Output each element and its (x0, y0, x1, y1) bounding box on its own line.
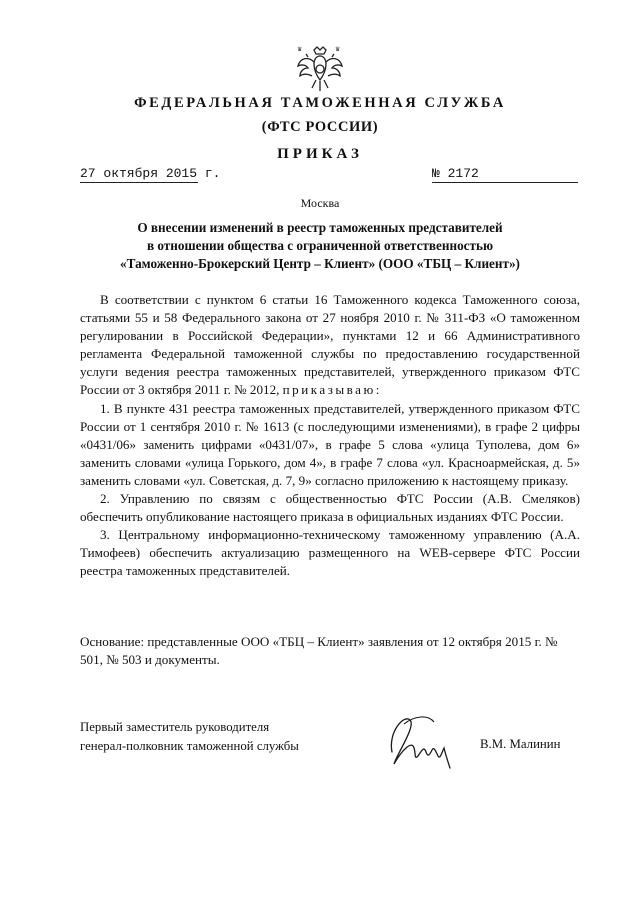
signer-name: В.М. Малинин (480, 737, 561, 751)
signature-icon (384, 712, 456, 772)
title-line: в отношении общества с ограниченной ответственностью (146, 238, 494, 253)
preamble-text: В соответствии с пунктом 6 статьи 16 Таможенного кодекса Таможенного союза, статьями 55 и 58 Федерального закона от 27 ноября 2010 г. № 311-ФЗ «О таможенном регулировании в Российской Федерации», пунктами 12 и 66 Административного регламента Федеральной таможенной службы по предоставлению государственной услуги ведения реестра таможенных представителей, утвержденного приказом ФТС России от 3 октября 2011 г. № 2012, (80, 292, 580, 398)
document-type: ПРИКАЗ (277, 146, 363, 162)
order-body (80, 291, 580, 581)
order-date: 27 октября 2015 г. (80, 166, 221, 181)
agency-name: ФЕДЕРАЛЬНАЯ ТАМОЖЕННАЯ СЛУЖБА (134, 95, 506, 111)
agency-short-name: (ФТС РОССИИ) (261, 119, 379, 135)
order-title (80, 219, 560, 273)
title-line: О внесении изменений в реестр таможенных представителей (137, 220, 503, 235)
title-line: «Таможенно-Брокерский Центр – Клиент» (ООО «ТБЦ – Клиент») (120, 256, 520, 271)
signer-position (80, 718, 299, 756)
order-number: № 2172 (432, 166, 578, 183)
order-item-3: 3. Центральному информационно-техническому таможенному управлению (А.А. Тимофеев) обеспечить актуализацию размещенного на WEB-сервере ФТС России реестра таможенных представителей. (80, 527, 580, 579)
svg-text:♛: ♛ (335, 47, 341, 53)
position-line: генерал-полковник таможенной службы (80, 739, 299, 753)
order-item-1: 1. В пункте 431 реестра таможенных представителей, утвержденного приказом ФТС России от 1 сентября 2010 г. № 1613 (с последующими изменениями), в графе 2 цифры «0431/06» заменить цифрами «0431/07», в графе 5 слова «улица Туполева, дом 6» заменить словами «улица Горького, дом 4», в графе 7 слова «ул. Красноармейская, д. 5» заменить словами «ул. Советская, д. 7, 9» согласно приложению к настоящему приказу. (80, 400, 580, 488)
order-item-2: 2. Управлению по связям с общественностью ФТС России (А.В. Смеляков) обеспечить опубликование настоящего приказа в официальных изданиях ФТС России. (80, 491, 580, 525)
orders-word: приказываю: (282, 382, 382, 398)
city: Москва (300, 196, 340, 210)
state-emblem-icon (296, 44, 344, 94)
basis-paragraph: Основание: представленные ООО «ТБЦ – Клиент» заявления от 12 октября 2015 г. № 501, № 503 и документы. (80, 634, 558, 668)
preamble-paragraph (80, 291, 580, 400)
position-line: Первый заместитель руководителя (80, 720, 270, 734)
svg-text:♛: ♛ (297, 47, 303, 53)
